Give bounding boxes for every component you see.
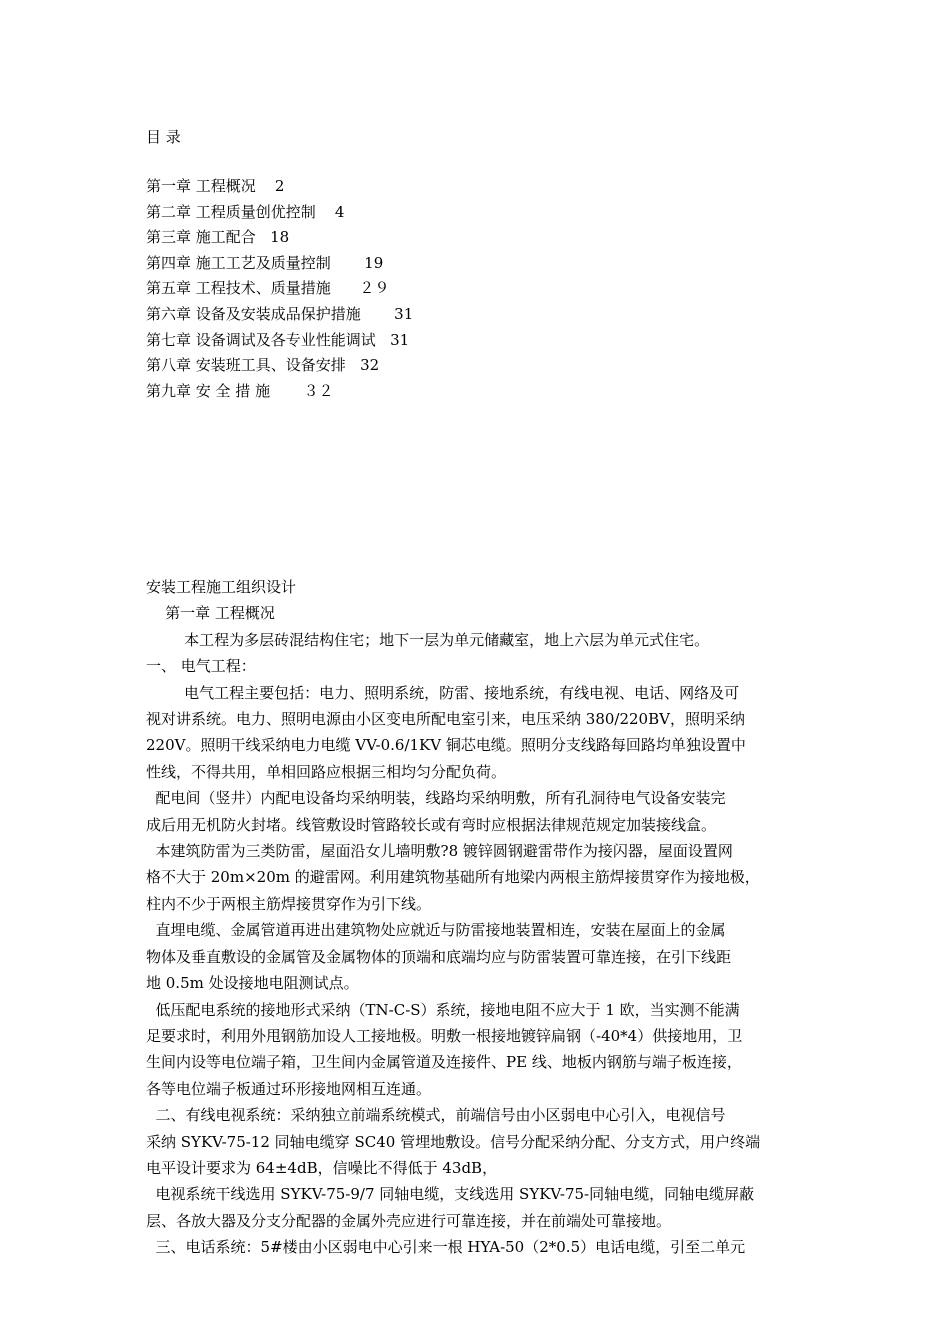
toc-entry: 第一章 工程概况 2 [146, 177, 285, 195]
document-body [146, 574, 808, 1261]
toc-entry: 第四章 施工工艺及质量控制 19 [146, 253, 384, 272]
body-line: 层、各放大器及分支分配器的金属外壳应进行可靠连接，并在前端处可靠接地。 [146, 1211, 672, 1230]
body-line: 低压配电系统的接地形式采纳（TN-C-S）系统，接地电阻不应大于 1 欧，当实测不能满 [146, 1000, 740, 1019]
body-line: 220V。照明干线采纳电力电缆 VV-0.6/1KV 铜芯电缆。照明分支线路每回路均单独设置中 [146, 736, 746, 755]
body-line: 电气工程主要包括：电力、照明系统，防雷、接地系统，有线电视、电话、网络及可 [146, 683, 740, 702]
body-line: 成后用无机防火封堵。线管敷设时管路较长或有弯时应根据法律规范规定加装接线盒。 [146, 815, 717, 834]
body-line: 电平设计要求为 64±4dB，信噪比不得低于 43dB， [146, 1158, 498, 1177]
body-line: 格不大于 20m×20m 的避雷网。利用建筑物基础所有地梁内两根主筋焊接贯穿作为接地极， [146, 868, 760, 887]
toc-entry: 第七章 设备调试及各专业性能调试 31 [146, 330, 410, 349]
body-line: 地 0.5m 处设接地电阻测试点。 [146, 974, 359, 993]
body-line: 各等电位端子板通过环形接地网相互连通。 [146, 1079, 432, 1098]
body-line: 视对讲系统。电力、照明电源由小区变电所配电室引来，电压采纳 380/220BV，照明采纳 [146, 710, 745, 729]
body-line: 本工程为多层砖混结构住宅；地下一层为单元储藏室，地上六层为单元式住宅。 [146, 630, 710, 649]
body-line: 本建筑防雷为三类防雷，屋面沿女儿墙明敷?8 镀锌圆钢避雷带作为接闪器，屋面设置网 [146, 842, 733, 861]
table-of-contents [146, 174, 413, 404]
toc-entry: 第九章 安 全 措 施 ３２ [146, 381, 334, 400]
toc-entry: 第八章 安装班工具、设备安排 32 [146, 356, 380, 375]
body-line: 直埋电缆、金属管道再进出建筑物处应就近与防雷接地装置相连，安装在屋面上的金属 [146, 921, 726, 940]
toc-title: 目 录 [146, 128, 181, 146]
body-line: 采纳 SYKV-75-12 同轴电缆穿 SC40 管埋地敷设。信号分配采纳分配、分支方式，用户终端 [146, 1132, 761, 1151]
body-line: 性线，不得共用，单相回路应根据三相均匀分配负荷。 [146, 762, 507, 781]
body-line: 三、电话系统：5#楼由小区弱电中心引来一根 HYA-50（2*0.5）电话电缆，引至二单元 [146, 1238, 746, 1257]
toc-entry: 第三章 施工配合 18 [146, 228, 290, 247]
body-line: 柱内不少于两根主筋焊接贯穿作为引下线。 [146, 894, 432, 913]
body-line: 生间内设等电位端子箱，卫生间内金属管道及连接件、PE 线、地板内钢筋与端子板连接， [146, 1053, 742, 1072]
toc-entry: 第二章 工程质量创优控制 4 [146, 202, 345, 221]
body-line: 物体及垂直敷设的金属管及金属物体的顶端和底端均应与防雷装置可靠连接，在引下线距 [146, 947, 732, 966]
body-line: 电视系统干线选用 SYKV-75-9/7 同轴电缆，支线选用 SYKV-75-同轴电缆，同轴电缆屏蔽 [146, 1185, 755, 1204]
document-title: 安装工程施工组织设计 [146, 578, 297, 596]
chapter-heading: 第一章 工程概况 [146, 604, 275, 623]
section-heading: 一、 电气工程： [146, 657, 256, 676]
body-line: 配电间（竖井）内配电设备均采纳明装，线路均采纳明敷，所有孔洞待电气设备安装完 [146, 789, 726, 808]
toc-entry: 第五章 工程技术、质量措施 ２９ [146, 279, 390, 298]
toc-entry: 第六章 设备及安装成品保护措施 31 [146, 304, 414, 323]
body-line: 足要求时，利用外甩钢筋加设人工接地极。明敷一根接地镀锌扁钢（-40*4）供接地用，卫 [146, 1026, 743, 1045]
body-line: 二、有线电视系统：采纳独立前端系统模式，前端信号由小区弱电中心引入，电视信号 [146, 1106, 726, 1125]
